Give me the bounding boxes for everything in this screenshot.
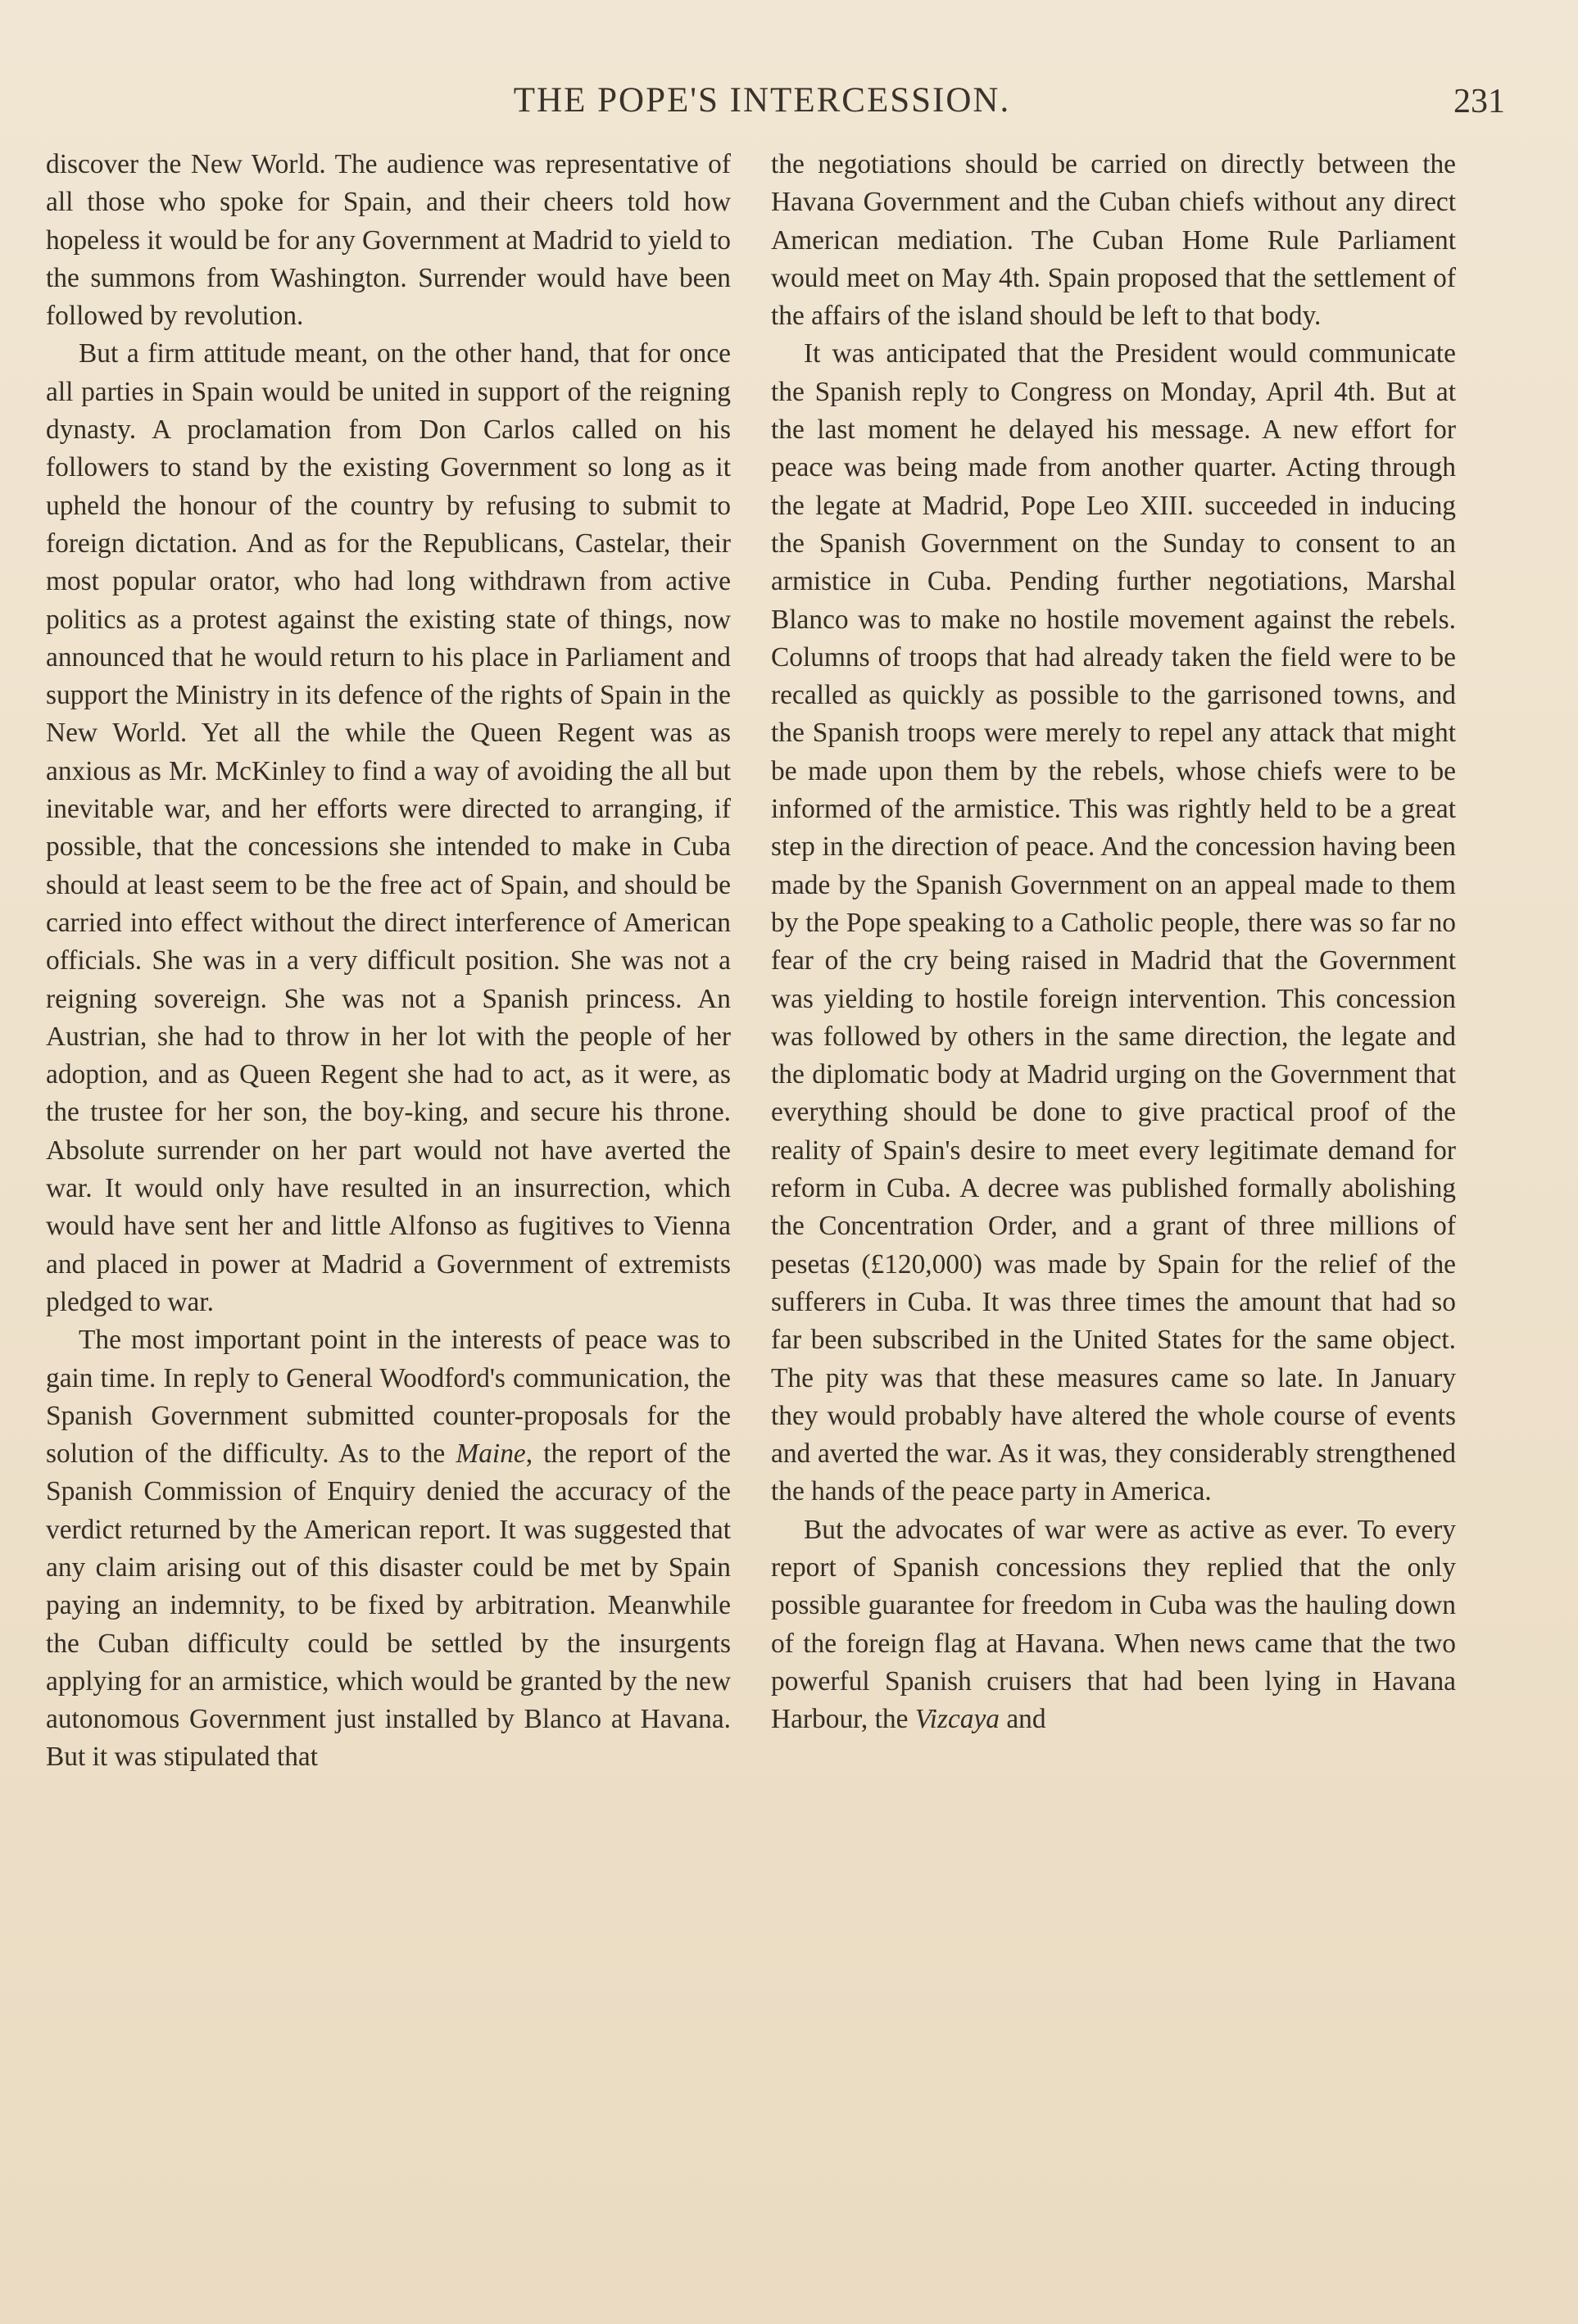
running-head [0,80,1578,129]
paragraph: discover the New World. The audience was representative of all those who spoke for Spain, and their cheers told how hopeless it would be for any Government at Madrid to yield to the summons from Washington. Surrender would have been followed by revolution. [46,149,731,332]
paragraph [771,1511,1456,1739]
text-run: The most important point in the interests of peace was to gain time. In reply to General Woodford's communication, the Spanish Government submitted counter-proposals for the solution of the difficulty. As to the [46,1325,731,1470]
running-title: THE POPE'S INTERCESSION. [513,81,1011,120]
text-run: , the report of the Spanish Commission of Enquiry denied the accuracy of the verdict returned by the American report. It was suggested that any claim arising out of this disaster could be met by Spain paying an indemnity, to be fixed by arbitration. Meanwhile the Cuban difficulty could be settled by the insurgents applying for an armistice, which would be granted by the new autonomous Government just installed by Blanco at Havana. But it was stipulated that [46,1438,731,1773]
ship-name-italic: Vizcaya [914,1704,1000,1735]
paragraph: the negotiations should be carried on directly between the Havana Government and the Cuban chiefs without any direct American mediation. The Cuban Home Rule Parliament would meet on May 4th. Spain proposed that the settlement of the affairs of the island should be left to that body. [771,149,1456,332]
page-number: 231 [1453,83,1505,120]
left-column [46,146,731,2243]
text-run: and [1000,1704,1046,1735]
ship-name-italic: Maine [456,1438,526,1470]
paragraph: But a firm attitude meant, on the other hand, that for once all parties in Spain would be united in support of the reigning dynasty. A proclamation from Don Carlos called on his followers to stand by the existing Government so long as it upheld the honour of the country by refusing to submit to foreign dictation. And as for the Republicans, Castelar, their most popular orator, who had long withdrawn from active politics as a protest against the existing state of things, now announced that he would return to his place in Parliament and support the Ministry in its defence of the rights of Spain in the New World. Yet all the while the Queen Regent was as anxious as Mr. McKinley to find a way of avoiding the all but inevitable war, and her efforts were directed to arranging, if possible, that the concessions she intended to make in Cuba should at least seem to be the free act of Spain, and should be carried into effect without the direct interference of American officials. She was in a very difficult position. She was not a reigning sovereign. She was not a Spanish princess. An Austrian, she had to throw in her lot with the people of her adoption, and as Queen Regent she had to act, as it were, as the trustee for her son, the boy-king, and secure his throne. Absolute surrender on her part would not have averted the war. It would only have resulted in an insurrection, which would have sent her and little Alfonso as fugitives to Vienna and placed in power at Madrid a Government of extremists pledged to war. [46,338,731,1317]
paragraph [46,1321,731,1777]
paragraph: It was anticipated that the President would communicate the Spanish reply to Congress on Monday, April 4th. But at the last moment he delayed his message. A new effort for peace was being made from another quarter. Acting through the legate at Madrid, Pope Leo XIII. succeeded in inducing the Spanish Government on the Sunday to consent to an armistice in Cuba. Pending further negotiations, Marshal Blanco was to make no hostile movement against the rebels. Columns of troops that had already taken the field were to be recalled as quickly as possible to the garrisoned towns, and the Spanish troops were merely to repel any attack that might be made upon them by the rebels, whose chiefs were to be informed of the armistice. This was rightly held to be a great step in the direction of peace. And the concession having been made by the Spanish Government on an appeal made to them by the Pope speaking to a Catholic people, there was so far no fear of the cry being raised in Madrid that the Government was yielding to hostile foreign intervention. This concession was followed by others in the same direction, the legate and the diplomatic body at Madrid urging on the Government that everything should be done to give practical proof of the reality of Spain's desire to meet every legitimate demand for reform in Cuba. A decree was published formally abolishing the Concentration Order, and a grant of three millions of pesetas (£120,000) was made by Spain for the relief of the sufferers in Cuba. It was three times the amount that had so far been subscribed in the United States for the same object. The pity was that these measures came so late. In January they would probably have altered the whole course of events and averted the war. As it was, they considerably strengthened the hands of the peace party in America. [771,338,1456,1507]
right-column [771,146,1456,2243]
text-run: But the advocates of war were as active as ever. To every report of Spanish concessions they replied that the only possible guarantee for freedom in Cuba was the hauling down of the foreign flag at Havana. When news came that the two powerful Spanish cruisers that had been lying in Havana Harbour, the [771,1514,1456,1735]
